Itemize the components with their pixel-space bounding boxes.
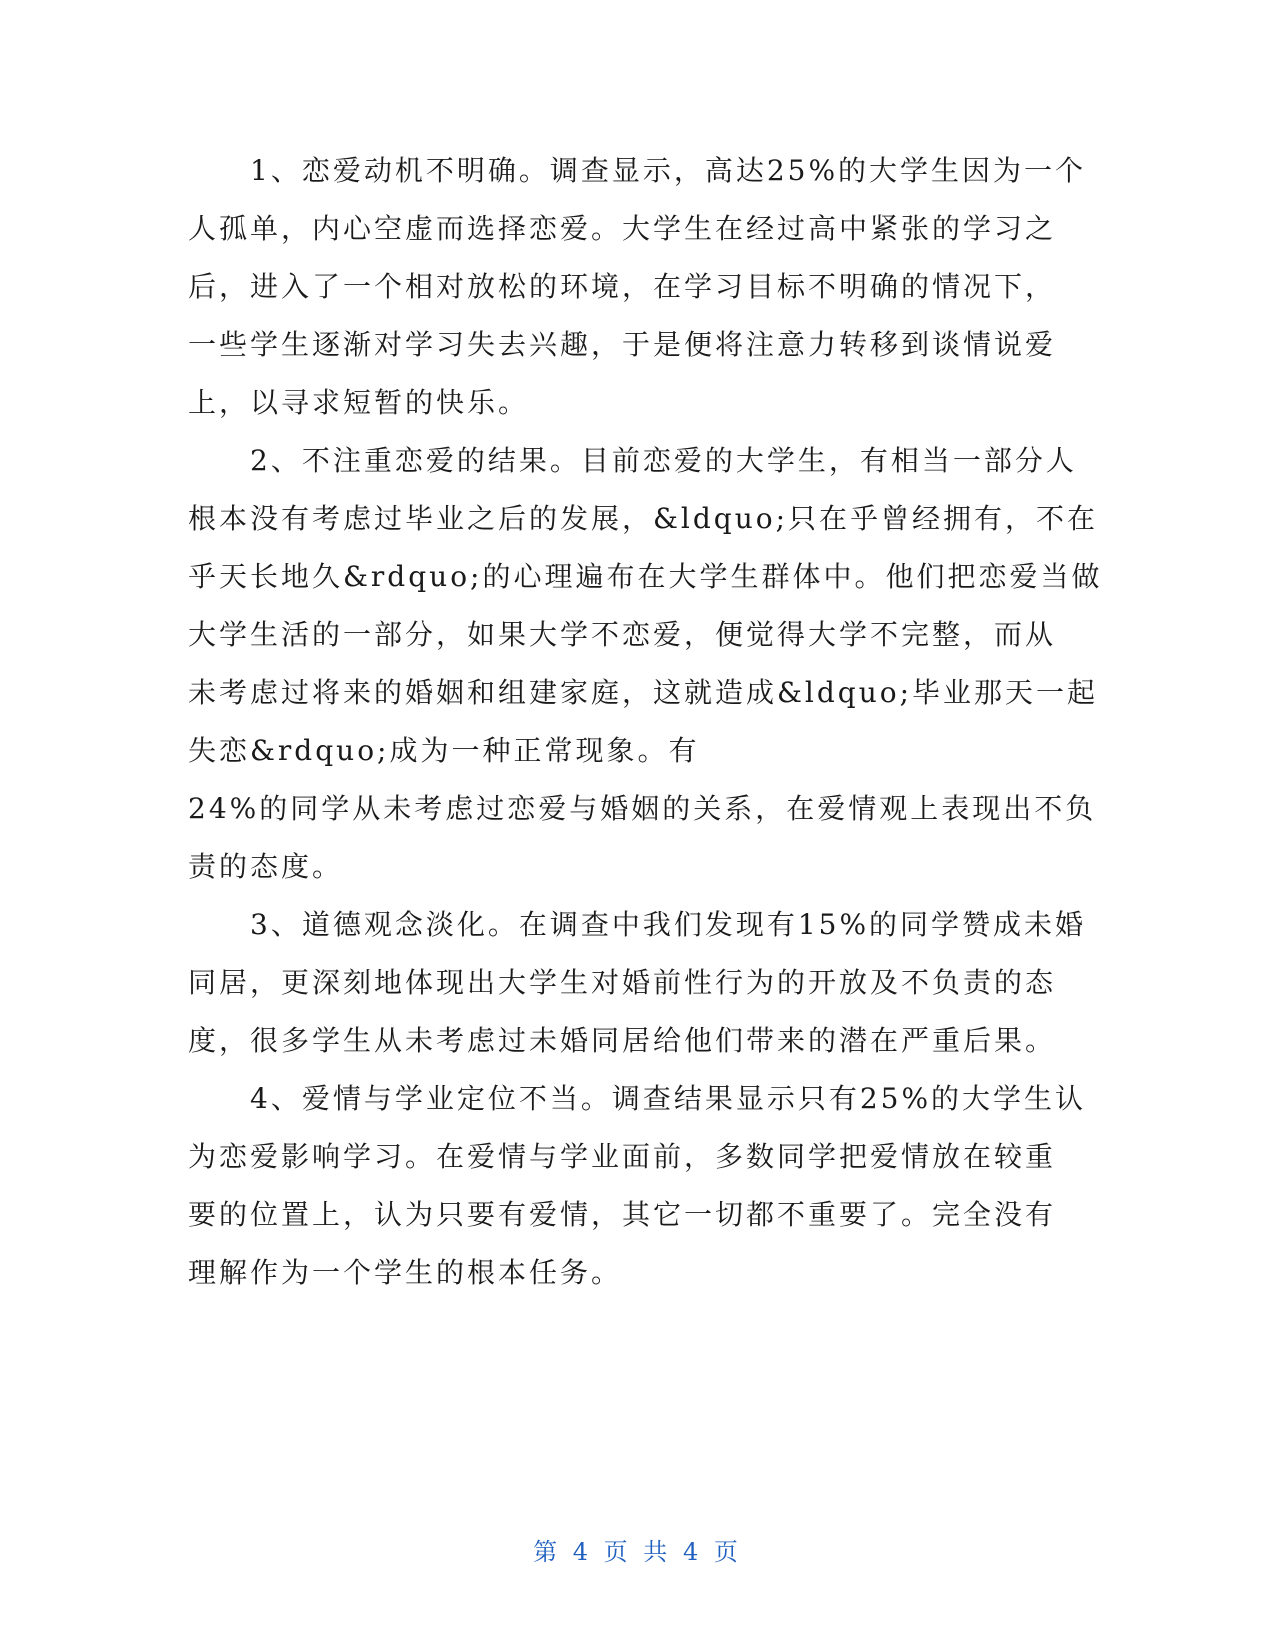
text-line: 1、恋爱动机不明确。调查显示，高达25%的大学生因为一个 [188,154,1087,187]
text-line: 上，以寻求短暂的快乐。 [188,386,530,419]
page-footer [0,1532,1275,1567]
text-line: 责的态度。 [188,850,344,883]
paragraph-2 [188,432,1103,896]
text-line: 未考虑过将来的婚姻和组建家庭，这就造成&ldquo;毕业那天一起 [188,676,1099,709]
text-line: 要的位置上，认为只要有爱情，其它一切都不重要了。完全没有 [188,1198,1057,1231]
paragraph-3 [188,896,1087,1070]
text-line: 24%的同学从未考虑过恋爱与婚姻的关系，在爱情观上表现出不负 [188,792,1097,825]
text-line: 大学生活的一部分，如果大学不恋爱，便觉得大学不完整，而从 [188,618,1057,651]
text-line: 失恋&rdquo;成为一种正常现象。有 [188,734,700,767]
text-line: 为恋爱影响学习。在爱情与学业面前，多数同学把爱情放在较重 [188,1140,1057,1173]
text-line: 4、爱情与学业定位不当。调查结果显示只有25%的大学生认 [188,1082,1087,1115]
text-line: 乎天长地久&rdquo;的心理遍布在大学生群体中。他们把恋爱当做 [188,560,1103,593]
text-line: 2、不注重恋爱的结果。目前恋爱的大学生，有相当一部分人 [188,444,1077,477]
text-line: 根本没有考虑过毕业之后的发展，&ldquo;只在乎曾经拥有，不在 [188,502,1099,535]
paragraph-4 [188,1070,1087,1302]
text-line: 人孤单，内心空虚而选择恋爱。大学生在经过高中紧张的学习之 [188,212,1057,245]
text-line: 3、道德观念淡化。在调查中我们发现有15%的同学赞成未婚 [188,908,1087,941]
text-line: 同居，更深刻地体现出大学生对婚前性行为的开放及不负责的态 [188,966,1057,999]
paragraph-1 [188,142,1087,432]
text-line: 理解作为一个学生的根本任务。 [188,1256,623,1289]
text-line: 度，很多学生从未考虑过未婚同居给他们带来的潜在严重后果。 [188,1024,1057,1057]
text-line: 后，进入了一个相对放松的环境，在学习目标不明确的情况下， [188,270,1057,303]
text-line: 一些学生逐渐对学习失去兴趣，于是便将注意力转移到谈情说爱 [188,328,1057,361]
page-number-label: 第 4 页 共 4 页 [533,1538,742,1566]
document-body [188,142,1103,1302]
